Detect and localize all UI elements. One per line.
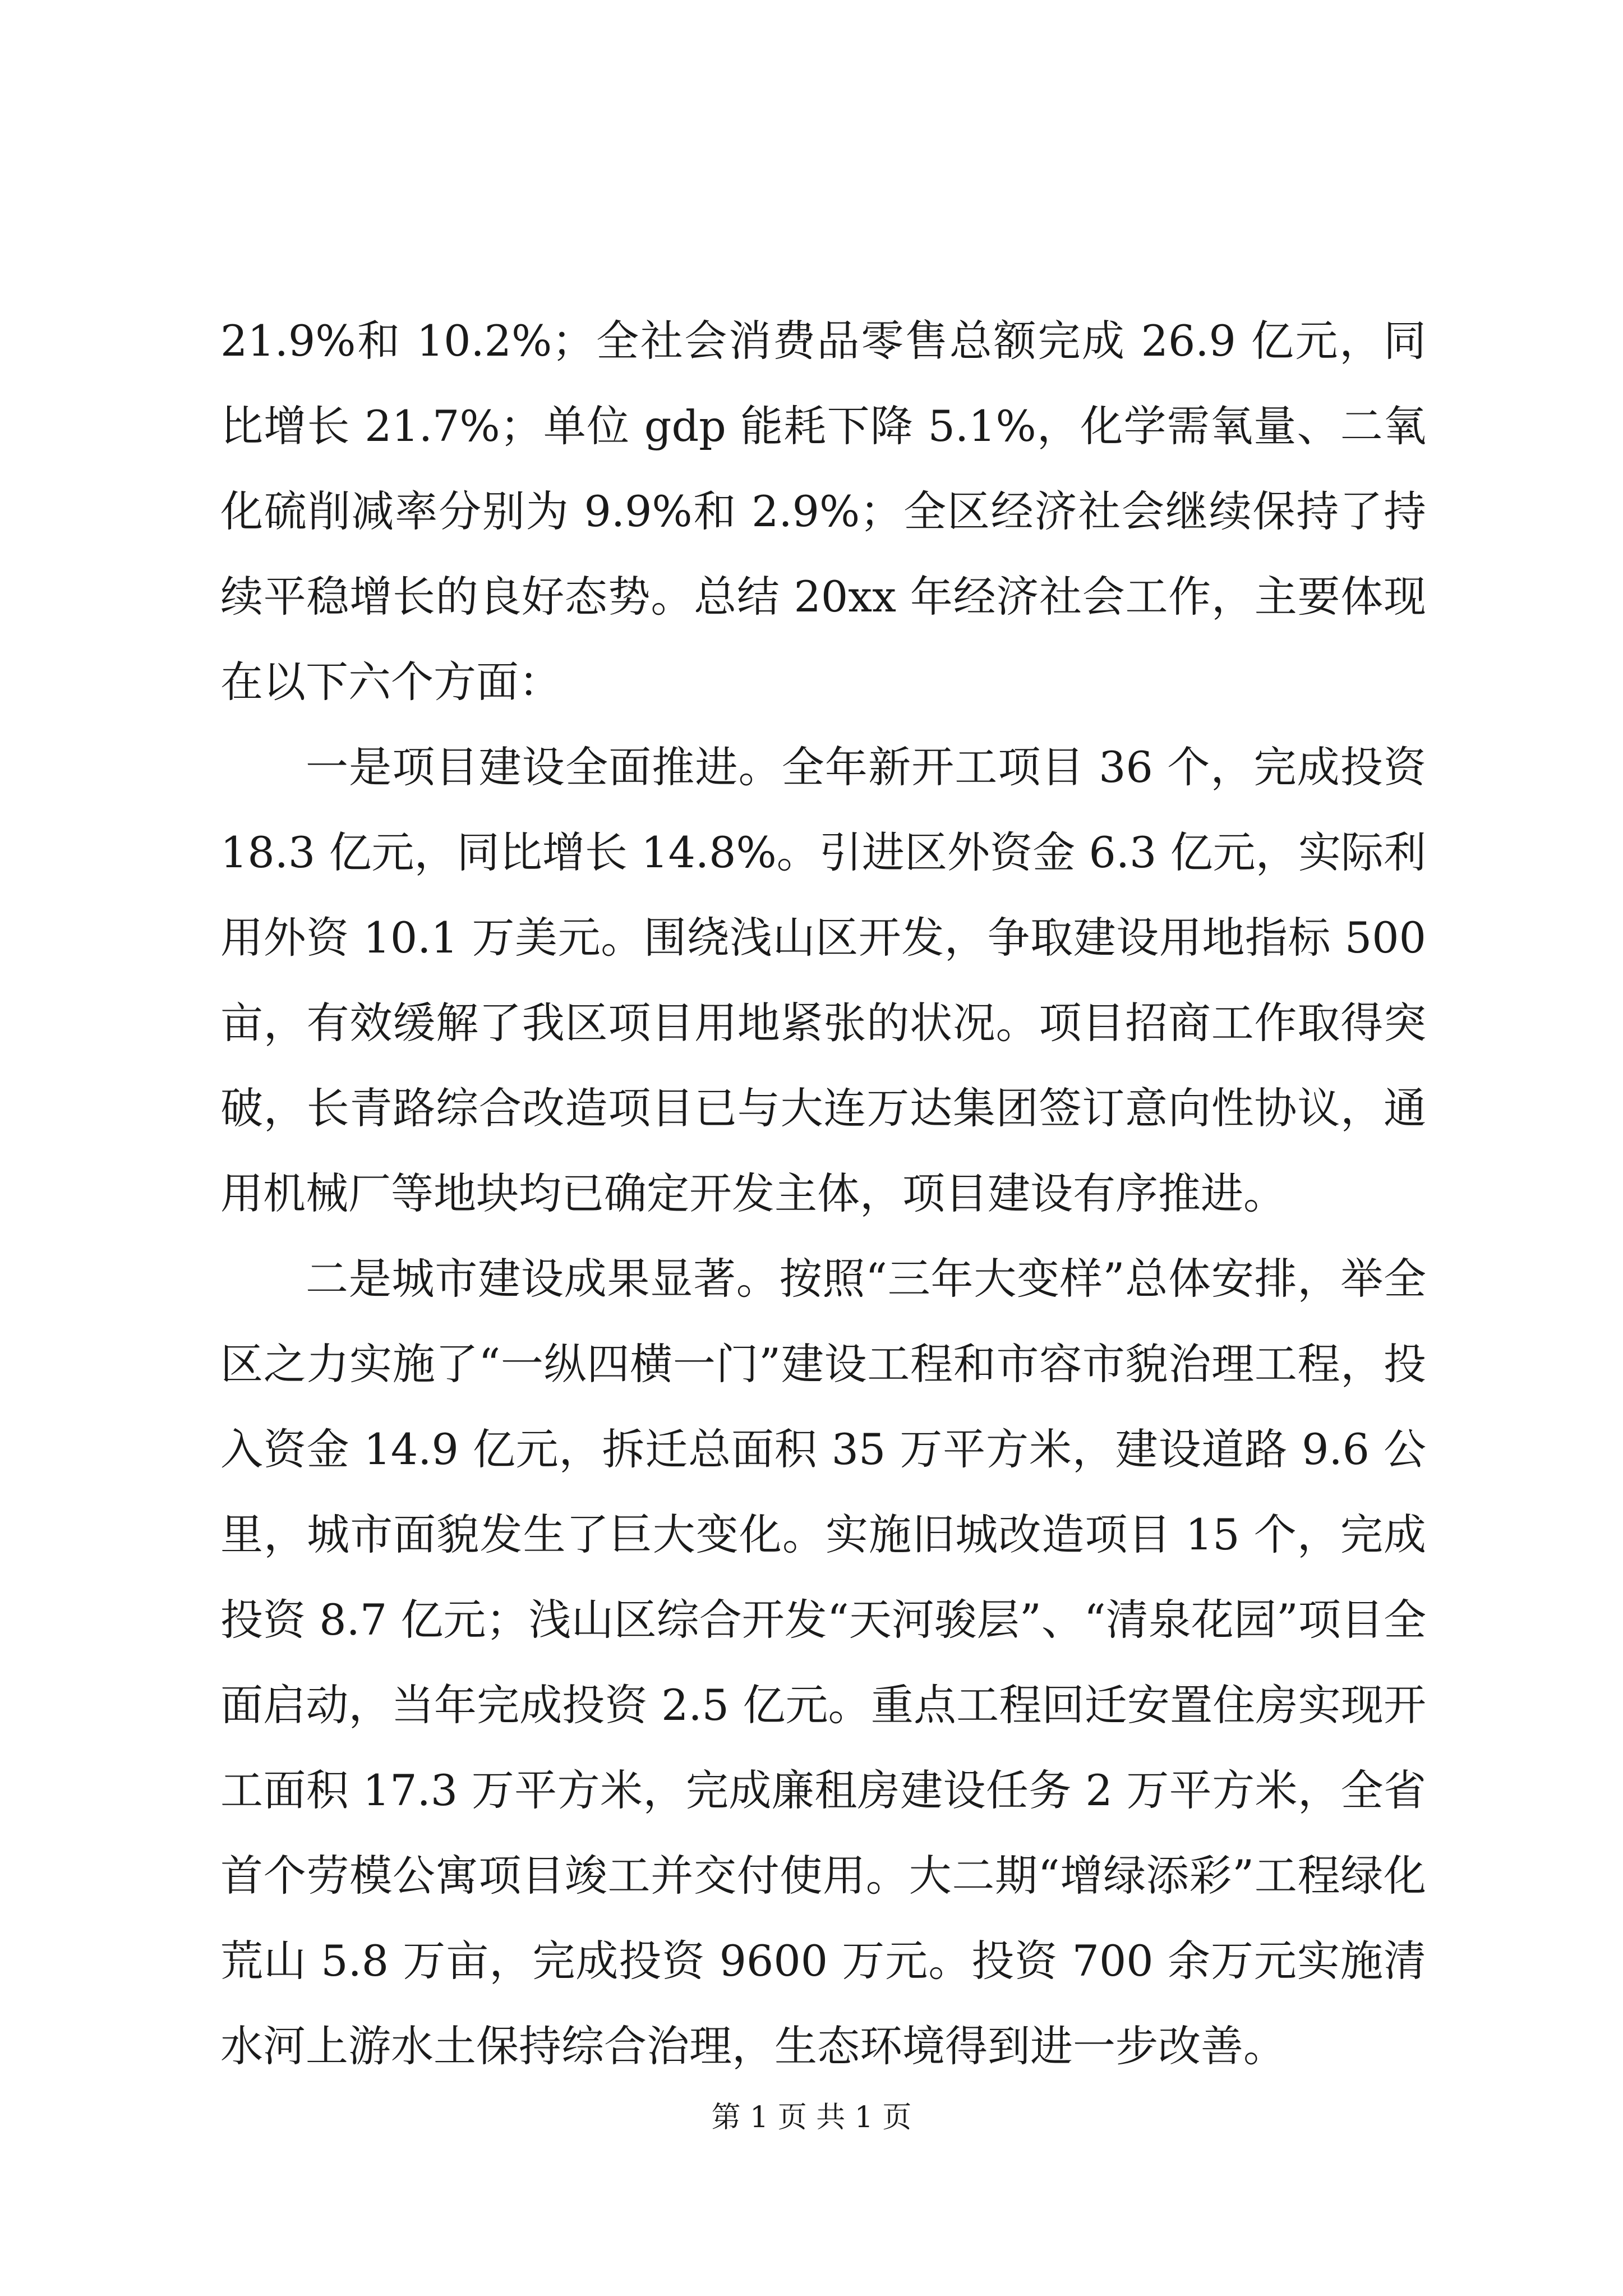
paragraph-urban-construction: 二是城市建设成果显著。按照“三年大变样”总体安排，举全区之力实施了“一纵四横一门”建设工程和市容市貌治理工程，投入资金 14.9 亿元，拆迁总面积 35 万平方米，建设道路 9.6 公里，城市面貌发生了巨大变化。实施旧城改造项目 15 个，完成投资 8.7 亿元；浅山区综合开发“天河骏层”、“清泉花园”项目全面启动，当年完成投资 2.5 亿元。重点工程回迁安置住房实现开工面积 17.3 万平方米，完成廉租房建设任务 2 万平方米，全省首个劳模公寓项目竣工并交付使用。大二期“增绿添彩”工程绿化荒山 5.8 万亩，完成投资 9600 万元。投资 700 余万元实施清水河上游水土保持综合治理，生态环境得到进一步改善。	[220, 1254, 1426, 2071]
paragraph-intro-continuation: 21.9%和 10.2%；全社会消费品零售总额完成 26.9 亿元，同比增长 21.7%；单位 gdp 能耗下降 5.1%，化学需氧量、二氧化硫削减率分别为 9.9%和 2.9%；全区经济社会继续保持了持续平稳增长的良好态势。总结 20xx 年经济社会工作，主要体现在以下六个方面：	[220, 316, 1426, 707]
paragraph-project-construction: 一是项目建设全面推进。全年新开工项目 36 个，完成投资 18.3 亿元，同比增长 14.8%。引进区外资金 6.3 亿元，实际利用外资 10.1 万美元。围绕浅山区开发，争取建设用地指标 500 亩，有效缓解了我区项目用地紧张的状况。项目招商工作取得突破，长青路综合改造项目已与大连万达集团签订意向性协议，通用机械厂等地块均已确定开发主体，项目建设有序推进。	[220, 742, 1426, 1218]
document-body	[220, 298, 1426, 2089]
page-footer: 第 1 页 共 1 页	[711, 2101, 912, 2134]
